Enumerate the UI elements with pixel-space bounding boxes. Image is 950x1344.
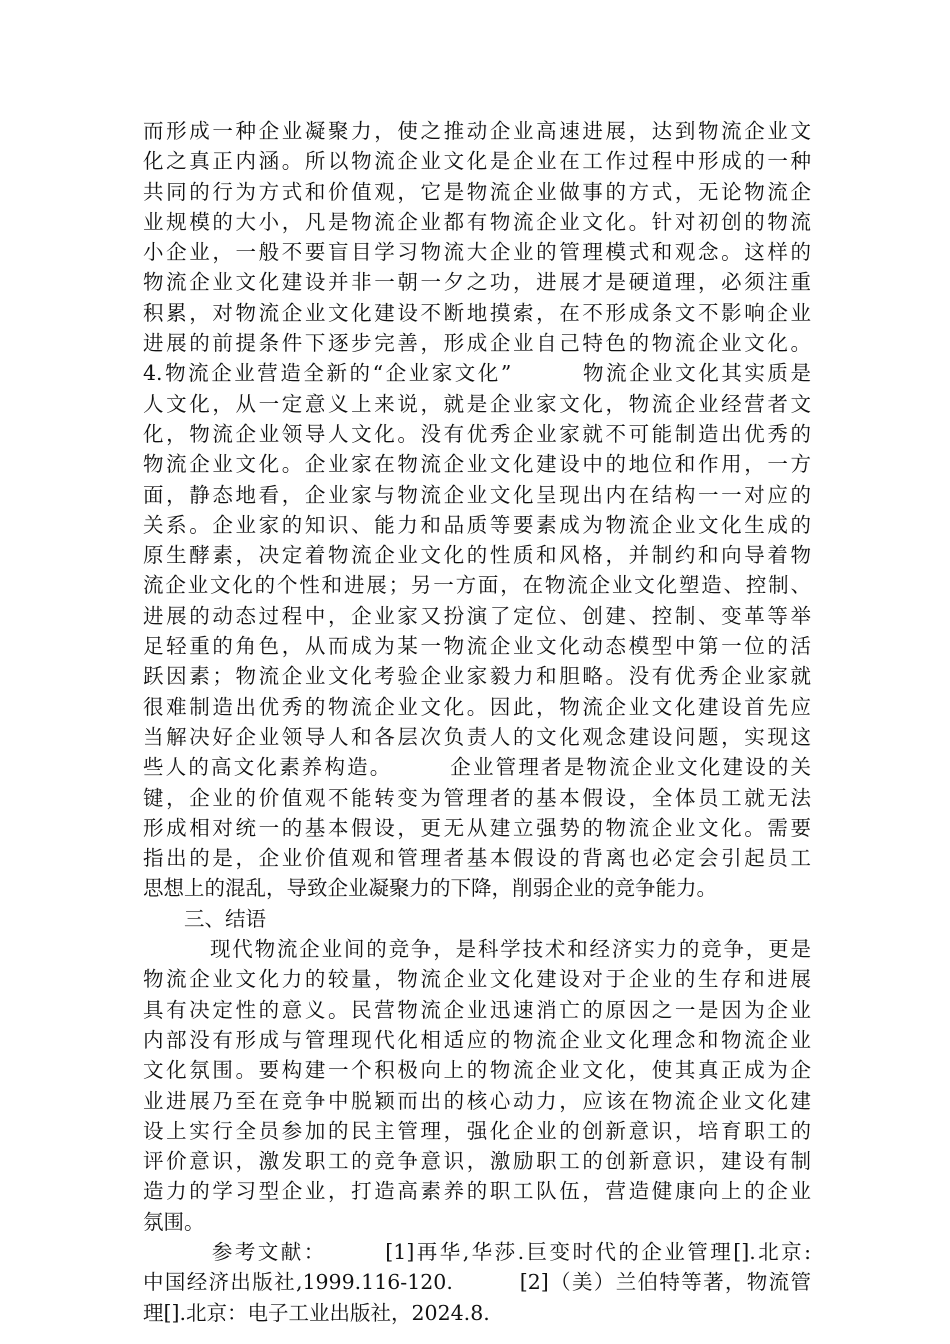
text-line: 积累，对物流企业文化建设不断地摸索，在不形成条文不影响企业 bbox=[143, 300, 811, 325]
text-line: 进展的动态过程中，企业家又扮演了定位、创建、控制、变革等举 bbox=[143, 603, 811, 628]
text-line: 业规模的大小，凡是物流企业都有物流企业文化。针对初创的物流 bbox=[143, 209, 811, 234]
text-line: 关系。企业家的知识、能力和品质等要素成为物流企业文化生成的 bbox=[143, 512, 811, 537]
text-line: 化之真正内涵。所以物流企业文化是企业在工作过程中形成的一种 bbox=[143, 149, 811, 174]
text-line: 氛围。 bbox=[143, 1209, 205, 1234]
text-line: 跃因素；物流企业文化考验企业家毅力和胆略。没有优秀企业家就 bbox=[143, 664, 811, 689]
text-line: 业进展乃至在竞争中脱颖而出的核心动力，应该在物流企业文化建 bbox=[143, 1088, 811, 1113]
text-line: 化，物流企业领导人文化。没有优秀企业家就不可能制造出优秀的 bbox=[143, 421, 811, 446]
text-line: 形成相对统一的基本假设，更无从建立强势的物流企业文化。需要 bbox=[143, 815, 811, 840]
conclusion-heading: 三、结语 bbox=[143, 906, 266, 931]
references-line: 中国经济出版社,1999.116-120. [2]（美）兰伯特等著，物流管 bbox=[143, 1270, 811, 1295]
text-line: 小企业，一般不要盲目学习物流大企业的管理模式和观念。这样的 bbox=[143, 240, 811, 265]
text-line: 物流企业文化。企业家在物流企业文化建设中的地位和作用，一方 bbox=[143, 452, 811, 477]
text-line: 进展的前提条件下逐步完善，形成企业自己特色的物流企业文化。 bbox=[143, 331, 811, 356]
references-line: 参考文献： [1]再华,华莎.巨变时代的企业管理[].北京: bbox=[143, 1239, 811, 1264]
text-line: 些人的高文化素养构造。 企业管理者是物流企业文化建设的关 bbox=[143, 755, 811, 780]
text-line: 很难制造出优秀的物流企业文化。因此，物流企业文化建设首先应 bbox=[143, 694, 811, 719]
text-line: 物流企业文化建设并非一朝一夕之功，进展才是硬道理，必须注重 bbox=[143, 270, 811, 295]
text-line: 具有决定性的意义。民营物流企业迅速消亡的原因之一是因为企业 bbox=[143, 997, 811, 1022]
references-line: 理[].北京：电子工业出版社，2024.8. bbox=[143, 1300, 490, 1325]
text-line: 原生酵素，决定着物流企业文化的性质和风格，并制约和向导着物 bbox=[143, 543, 811, 568]
text-line: 文化氛围。要构建一个积极向上的物流企业文化，使其真正成为企 bbox=[143, 1058, 811, 1083]
text-line: 足轻重的角色，从而成为某一物流企业文化动态模型中第一位的活 bbox=[143, 634, 811, 659]
text-line: 物流企业文化力的较量，物流企业文化建设对于企业的生存和进展 bbox=[143, 967, 811, 992]
text-line: 面，静态地看，企业家与物流企业文化呈现出内在结构一一对应的 bbox=[143, 482, 811, 507]
text-line: 造力的学习型企业，打造高素养的职工队伍，营造健康向上的企业 bbox=[143, 1179, 811, 1204]
text-line: 指出的是，企业价值观和管理者基本假设的背离也必定会引起员工 bbox=[143, 846, 811, 871]
text-line: 共同的行为方式和价值观，它是物流企业做事的方式，无论物流企 bbox=[143, 179, 811, 204]
text-line: 评价意识，激发职工的竞争意识，激励职工的创新意识，建设有制 bbox=[143, 1149, 811, 1174]
text-line: 而形成一种企业凝聚力，使之推动企业高速进展，达到物流企业文 bbox=[143, 119, 811, 143]
text-line: 现代物流企业间的竞争，是科学技术和经济实力的竞争，更是 bbox=[143, 937, 811, 962]
text-line: 流企业文化的个性和进展；另一方面，在物流企业文化塑造、控制、 bbox=[143, 573, 811, 598]
text-line: 思想上的混乱，导致企业凝聚力的下降，削弱企业的竞争能力。 bbox=[143, 876, 717, 901]
text-line: 内部没有形成与管理现代化相适应的物流企业文化理念和物流企业 bbox=[143, 1027, 811, 1052]
body-text bbox=[143, 116, 811, 1328]
text-line: 键，企业的价值观不能转变为管理者的基本假设，全体员工就无法 bbox=[143, 785, 811, 810]
text-line: 设上实行全员参加的民主管理，强化企业的创新意识，培育职工的 bbox=[143, 1118, 811, 1143]
text-line: 当解决好企业领导人和各层次负责人的文化观念建设问题，实现这 bbox=[143, 724, 811, 749]
section-heading-line: 4.物流企业营造全新的“企业家文化” 物流企业文化其实质是 bbox=[143, 361, 811, 386]
text-line: 人文化，从一定意义上来说，就是企业家文化，物流企业经营者文 bbox=[143, 391, 811, 416]
